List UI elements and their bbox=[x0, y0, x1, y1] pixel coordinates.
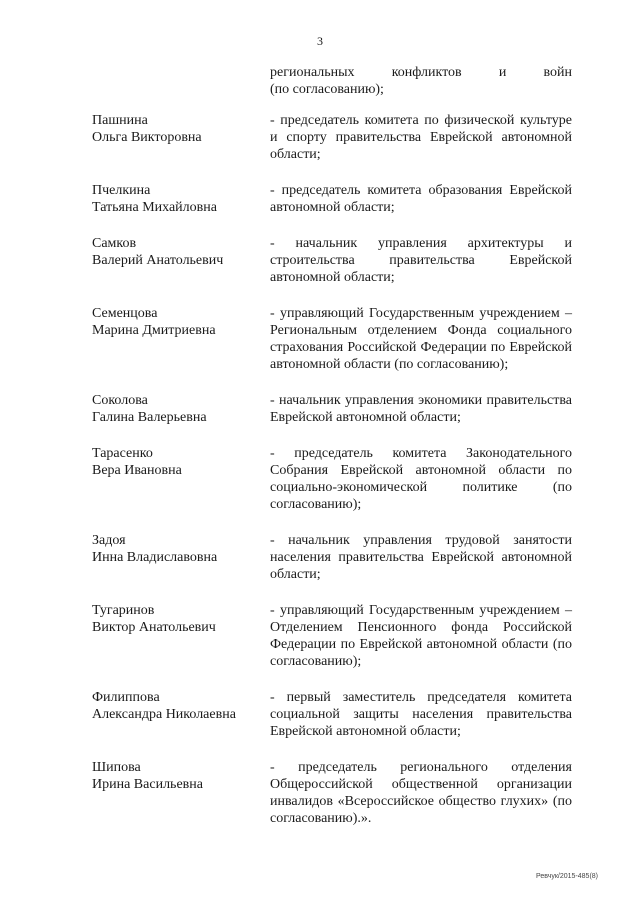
member-role: - управляющий Государственным учреждением – Региональным отделением Фонда социального страхования Российской Федерации по Еврейской автономной области (по согласованию); bbox=[270, 306, 572, 372]
member-role: - председатель комитета по физической культуре и спорту правительства Еврейской автономной области; bbox=[270, 113, 572, 162]
member-entry bbox=[92, 235, 572, 286]
member-role: - председатель комитета образования Еврейской автономной области; bbox=[270, 183, 572, 215]
document-code: Ревчук/2015-485(8) bbox=[536, 873, 598, 880]
member-entry bbox=[92, 182, 572, 216]
member-given-names: Ольга Викторовна bbox=[92, 130, 202, 145]
member-role: - начальник управления архитектуры и строительства правительства Еврейской автономной области; bbox=[270, 236, 572, 285]
member-entry bbox=[92, 305, 572, 373]
member-surname: Шипова bbox=[92, 760, 141, 775]
member-entry bbox=[92, 445, 572, 513]
member-surname: Филиппова bbox=[92, 690, 160, 705]
member-name bbox=[92, 112, 270, 163]
member-surname: Самков bbox=[92, 236, 137, 251]
member-surname: Пчелкина bbox=[92, 183, 151, 198]
member-name bbox=[92, 445, 270, 513]
member-role: - председатель регионального отделения Общероссийской общественной организации инвалидов «Всероссийское общество глухих» (по согласованию).». bbox=[270, 760, 572, 826]
commission-members-list bbox=[92, 112, 572, 846]
member-given-names: Татьяна Михайловна bbox=[92, 200, 217, 215]
member-surname: Тугаринов bbox=[92, 603, 155, 618]
page-number: 3 bbox=[317, 34, 323, 48]
member-role: - первый заместитель председателя комитета социальной защиты населения правительства Еврейской автономной области; bbox=[270, 690, 572, 739]
member-entry bbox=[92, 602, 572, 670]
member-role: - начальник управления трудовой занятости населения правительства Еврейской автономной области; bbox=[270, 533, 572, 582]
member-surname: Пашнина bbox=[92, 113, 148, 128]
member-name bbox=[92, 235, 270, 286]
member-entry bbox=[92, 392, 572, 426]
member-given-names: Александра Николаевна bbox=[92, 707, 236, 722]
member-given-names: Валерий Анатольевич bbox=[92, 253, 224, 268]
member-given-names: Галина Валерьевна bbox=[92, 410, 207, 425]
member-surname: Задоя bbox=[92, 533, 126, 548]
member-surname: Тарасенко bbox=[92, 446, 153, 461]
member-given-names: Марина Дмитриевна bbox=[92, 323, 216, 338]
member-entry bbox=[92, 759, 572, 827]
member-role: - председатель комитета Законодательного Собрания Еврейской автономной области по социально-экономической политике (по согласованию); bbox=[270, 446, 572, 512]
member-name bbox=[92, 305, 270, 373]
member-entry bbox=[92, 532, 572, 583]
member-surname: Соколова bbox=[92, 393, 148, 408]
member-given-names: Виктор Анатольевич bbox=[92, 620, 216, 635]
member-given-names: Вера Ивановна bbox=[92, 463, 182, 478]
member-name bbox=[92, 532, 270, 583]
member-entry bbox=[92, 689, 572, 740]
intro-line: региональных конфликтов и войн bbox=[270, 65, 572, 80]
member-surname: Семенцова bbox=[92, 306, 158, 321]
intro-line: (по согласованию); bbox=[270, 82, 384, 97]
member-name bbox=[92, 602, 270, 670]
intro-continuation bbox=[270, 64, 572, 98]
member-role: - управляющий Государственным учреждением – Отделением Пенсионного фонда Российской Федерации по Еврейской автономной области (по согласованию); bbox=[270, 603, 572, 669]
member-given-names: Инна Владиславовна bbox=[92, 550, 218, 565]
member-name bbox=[92, 182, 270, 216]
member-role: - начальник управления экономики правительства Еврейской автономной области; bbox=[270, 393, 572, 425]
member-name bbox=[92, 759, 270, 827]
member-given-names: Ирина Васильевна bbox=[92, 777, 203, 792]
member-entry bbox=[92, 112, 572, 163]
member-name bbox=[92, 392, 270, 426]
member-name bbox=[92, 689, 270, 740]
